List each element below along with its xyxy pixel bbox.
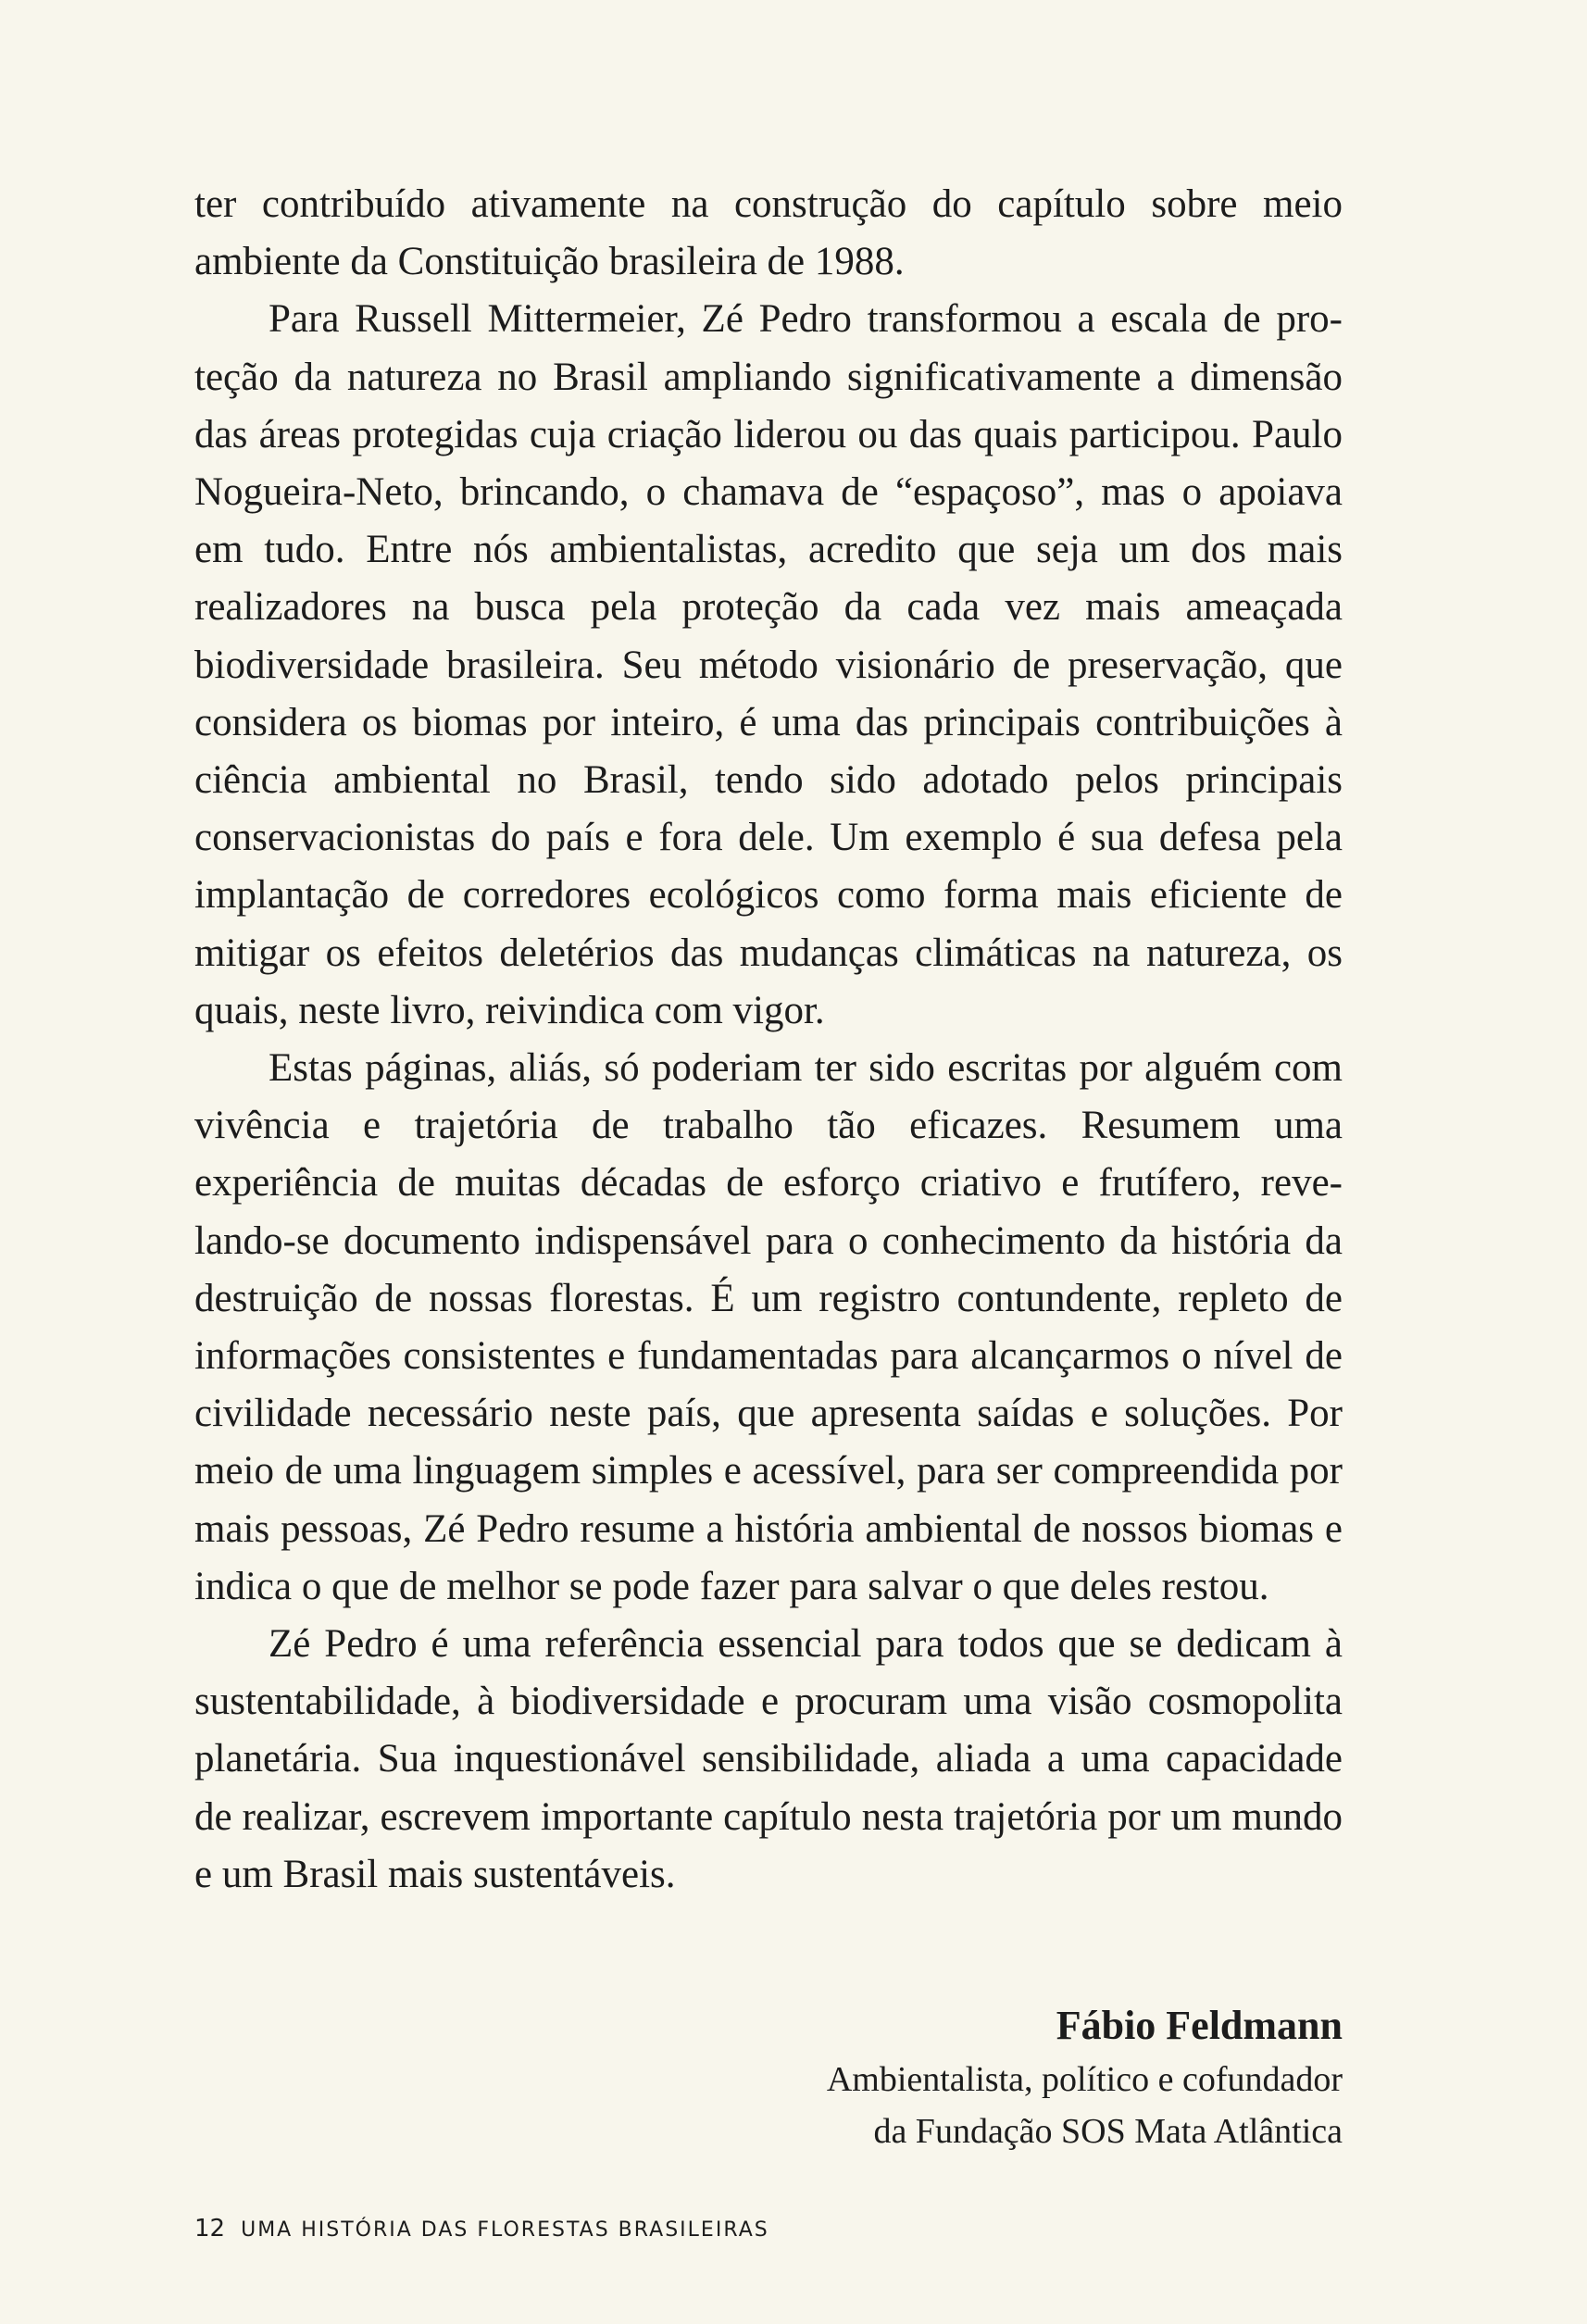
author-role-line-1: Ambientalista, político e cofundador — [826, 2060, 1343, 2099]
body-text — [194, 176, 1343, 1904]
author-role-line-2: da Fundação SOS Mata Atlântica — [873, 2112, 1343, 2151]
paragraph: Estas páginas, aliás, só poderiam ter sido escritas por alguém com vivência e trajetória de trabalho tão eficazes. Resumem uma experiência de muitas décadas de esforço criativo e frutífero, revelando-se documento indispensável para o conhecimento da história da destruição de nossas florestas. É um registro contundente, repleto de informações consistentes e fundamentadas para alcançarmos o nível de civilidade necessário neste país, que apresenta saídas e soluções. Por meio de uma linguagem simples e acessível, para ser compreendida por mais pessoas, Zé Pedro resume a história ambiental de nossos biomas e indica o que de melhor se pode fazer para salvar o que deles restou. — [194, 1046, 1343, 1608]
page-footer — [194, 2215, 769, 2243]
paragraph-continuation: ter contribuído ativamente na construção do capítulo sobre meio ambiente da Constituição brasileira de 1988. — [194, 182, 1343, 284]
author-name: Fábio Feldmann — [1056, 2003, 1343, 2048]
signature-block — [509, 1998, 1343, 2157]
paragraph: Zé Pedro é uma referência essencial para todos que se dedicam à sustentabilidade, à biodiversidade e procuram uma visão cosmopolita planetária. Sua inquestionável sensibilidade, aliada a uma capacidade de realizar, escrevem importante capítulo nesta trajetória por um mundo e um Brasil mais sustentáveis. — [194, 1622, 1343, 1896]
paragraph: Para Russell Mittermeier, Zé Pedro transformou a escala de proteção da natureza no Brasil ampliando significativamente a dimensão das áreas protegidas cuja criação liderou ou das quais participou. Paulo Nogueira-Neto, brincando, o chamava de “espaçoso”, mas o apoiava em tudo. Entre nós ambientalistas, acredito que seja um dos mais realizadores na busca pela proteção da cada vez mais ameaçada biodiversidade brasileira. Seu método visionário de preservação, que considera os biomas por inteiro, é uma das principais contribuições à ciência ambiental no Brasil, tendo sido adotado pelos principais conservacionistas do país e fora dele. Um exemplo é sua defesa pela implantação de corredores ecológicos como forma mais eficiente de mitigar os efeitos deletérios das mudanças climáticas na natureza, os quais, neste livro, reivindica com vigor. — [194, 297, 1343, 1032]
running-title: UMA HISTÓRIA DAS FLORESTAS BRASILEIRAS — [241, 2218, 769, 2242]
page-number: 12 — [194, 2215, 226, 2243]
